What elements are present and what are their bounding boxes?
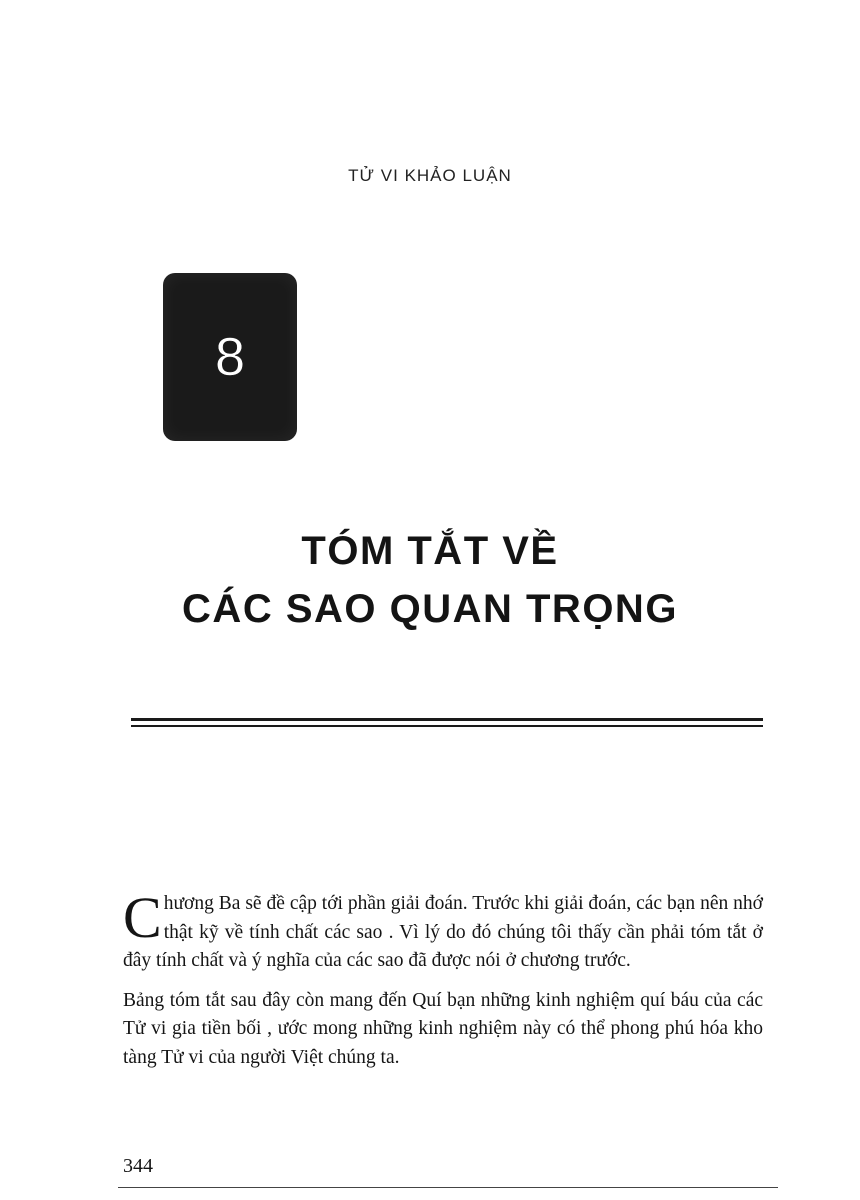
chapter-number: 8 (214, 327, 246, 387)
paragraph-1-text: hương Ba sẽ đề cập tới phần giải đoán. Trước khi giải đoán, các bạn nên nhớ thật kỹ về tính chất các sao . Vì lý do đó chúng tôi thấy cần phải tóm tắt ở đây tính chất và ý nghĩa của các sao đã được nói ở chương trước. (123, 893, 763, 971)
chapter-number-box (163, 273, 297, 441)
body-text (123, 885, 763, 1083)
page-number: 344 (123, 1155, 153, 1177)
paragraph-2: Bảng tóm tắt sau đây còn mang đến Quí bạn những kinh nghiệm quí báu của các Tử vi gia tiền bối , ước mong những kinh nghiệm này có thể phong phú hóa kho tàng Tử vi của người Việt chúng ta. (123, 989, 763, 1068)
running-header: TỬ VI KHẢO LUẬN (348, 166, 512, 185)
drop-cap: C (123, 885, 162, 950)
chapter-title (0, 522, 860, 638)
title-rule-thick (131, 718, 763, 721)
chapter-title-line-2: CÁC SAO QUAN TRỌNG (182, 587, 678, 631)
title-rule-thin (131, 725, 763, 727)
chapter-title-line-1: TÓM TẮT VỀ (301, 529, 559, 573)
paragraph-1 (123, 885, 763, 976)
footer-rule (118, 1187, 778, 1188)
